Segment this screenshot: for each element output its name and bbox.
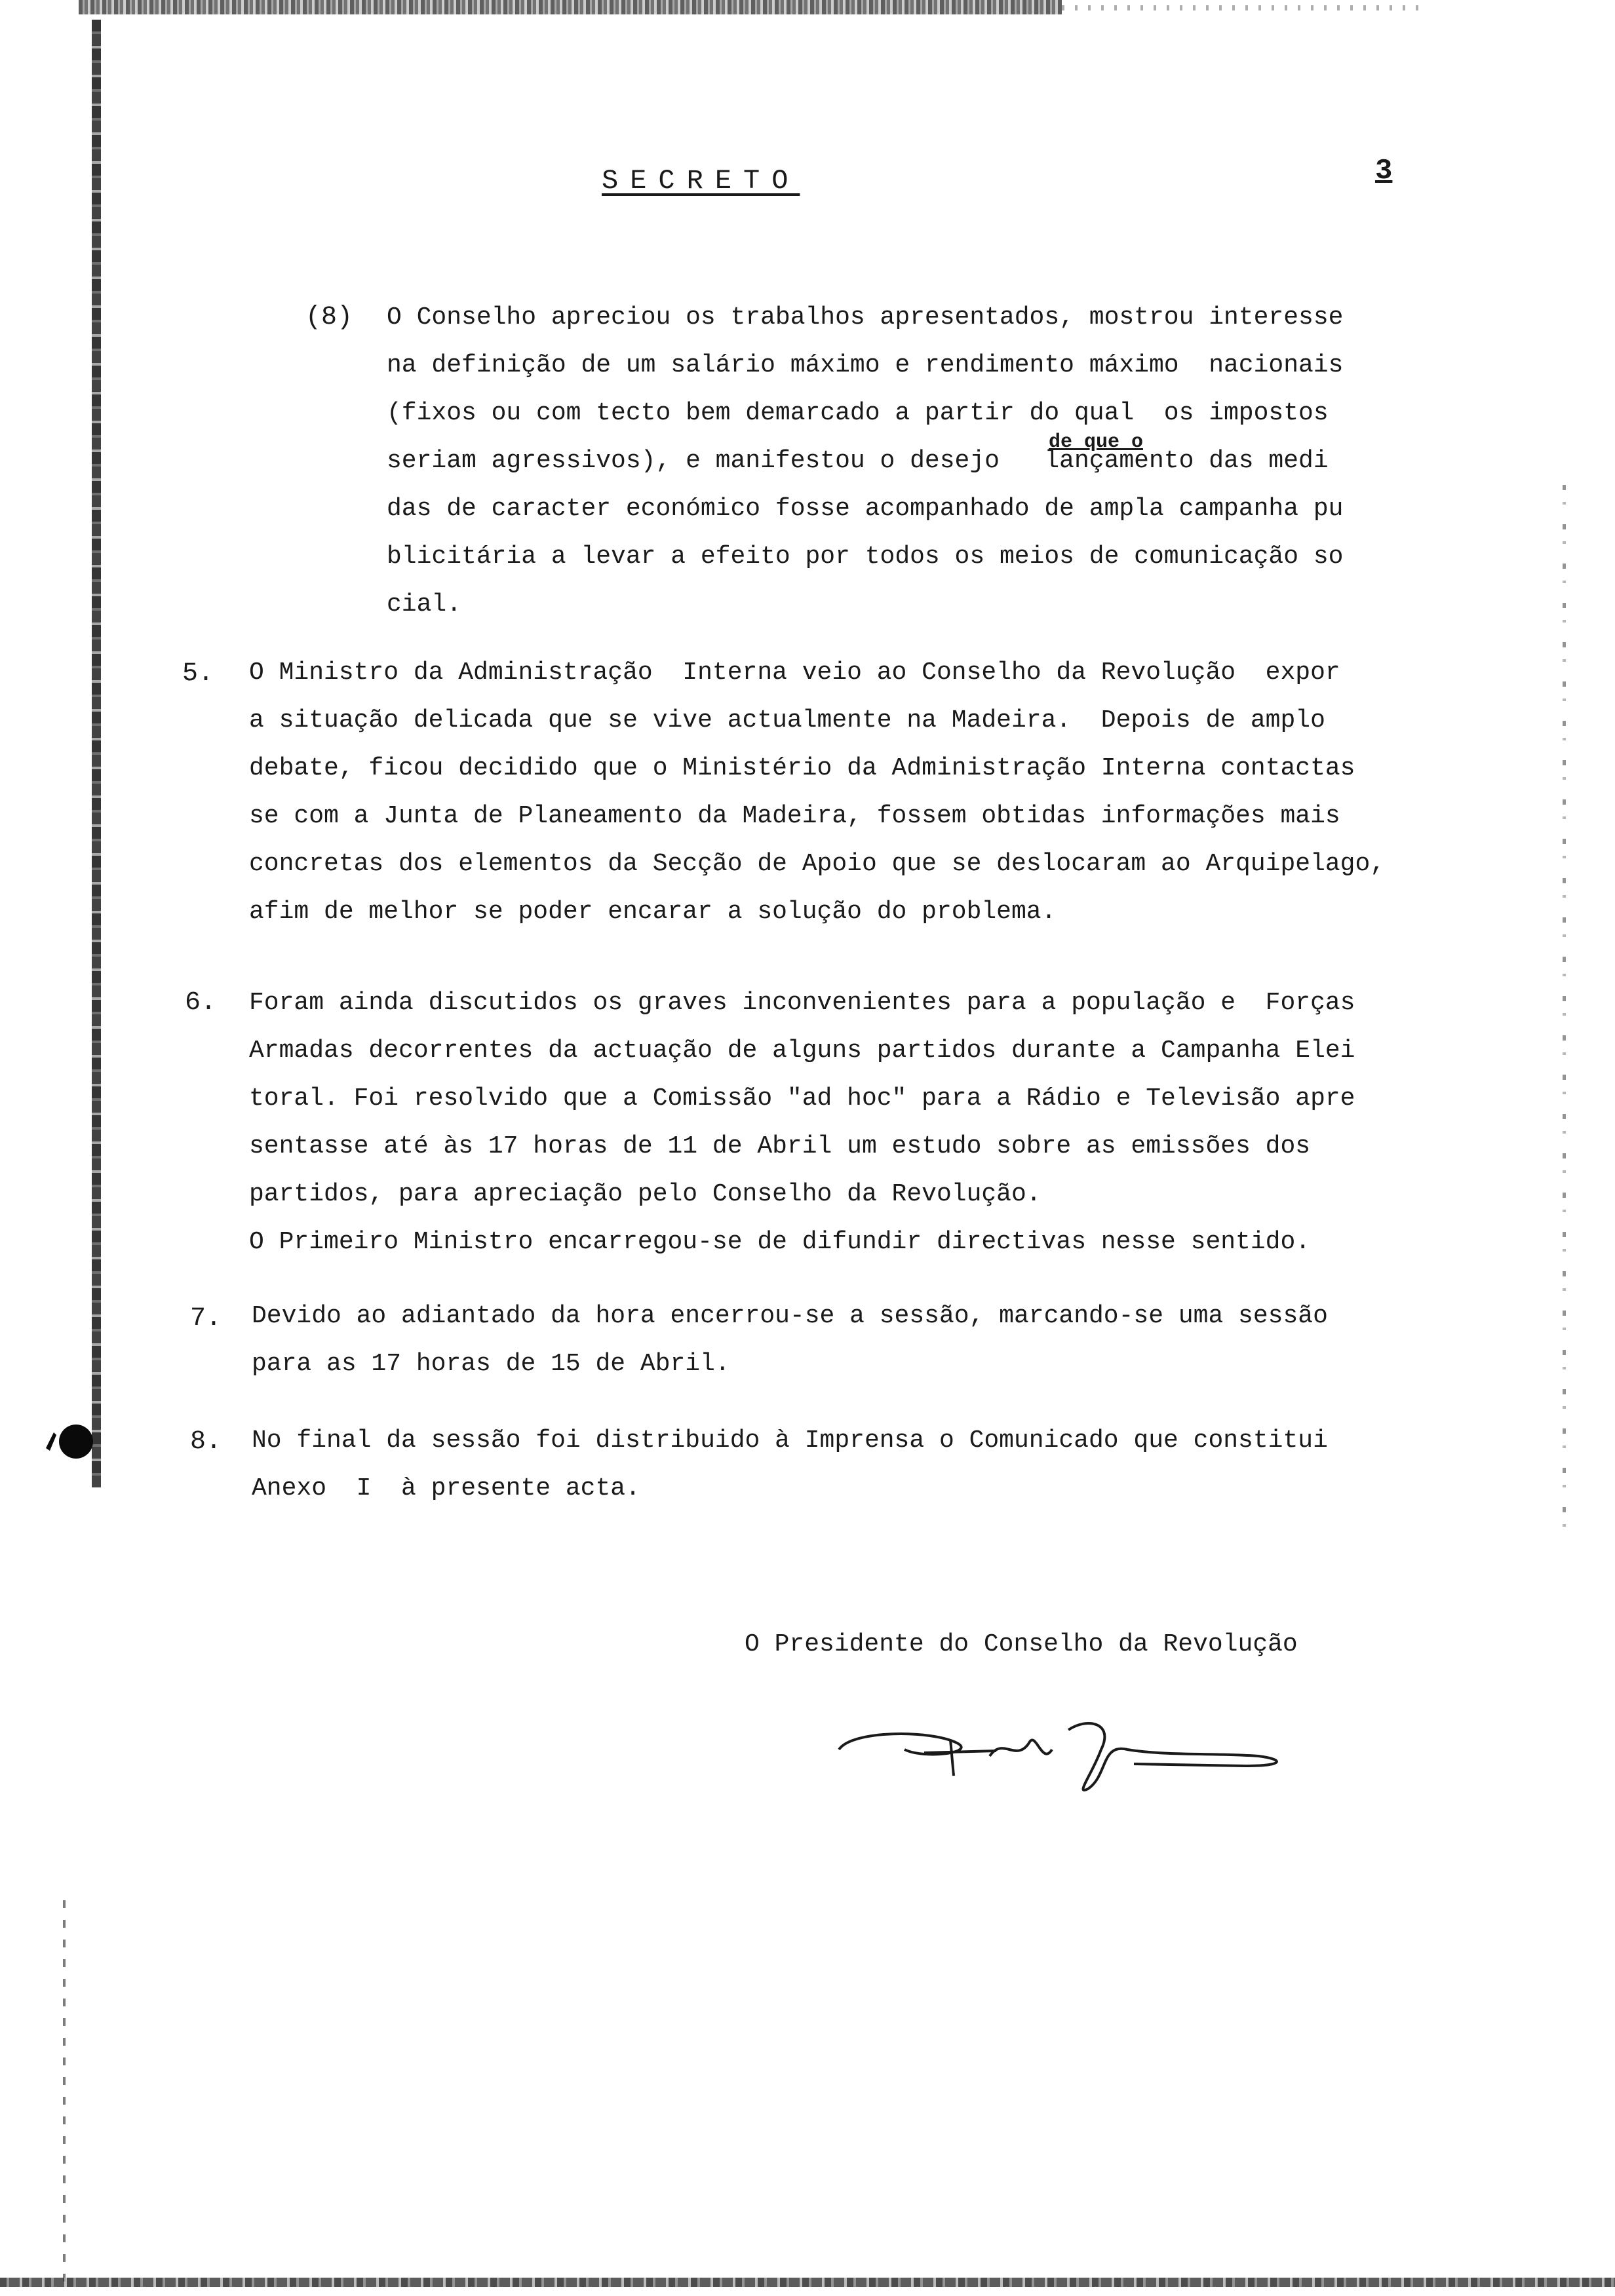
text-line: partidos, para apreciação pelo Conselho da Revolução. [249, 1180, 1041, 1208]
text-line: a situação delicada que se vive actualmente na Madeira. Depois de amplo [249, 706, 1325, 735]
item-number: 6. [185, 988, 217, 1018]
text-line: para as 17 horas de 15 de Abril. [252, 1350, 730, 1378]
subparagraph-8 [387, 294, 1343, 628]
text-line: O Conselho apreciou os trabalhos apresentados, mostrou interesse [387, 303, 1344, 332]
signatory-title: O Presidente do Conselho da Revolução [745, 1630, 1298, 1658]
text-line: O Primeiro Ministro encarregou-se de difundir directivas nesse sentido. [249, 1228, 1311, 1256]
text-line: blicitária a levar a efeito por todos os meios de comunicação so [387, 543, 1344, 571]
scan-edge-left [92, 20, 101, 1487]
handwritten-signature [826, 1704, 1298, 1802]
text-line: (fixos ou com tecto bem demarcado a partir do qual os impostos [387, 399, 1329, 427]
text-line: cial. [387, 590, 462, 619]
item-5-body [249, 649, 1385, 936]
item-number: 5. [182, 659, 214, 689]
item-8-body [252, 1417, 1328, 1512]
text-line: na definição de um salário máximo e rendimento máximo nacionais [387, 351, 1344, 379]
text-line: debate, ficou decidido que o Ministério da Administração Interna contactas [249, 754, 1355, 782]
scan-edge-top [79, 0, 1062, 14]
text-line: afim de melhor se poder encarar a solução do problema. [249, 898, 1057, 926]
scan-edge-right [1563, 485, 1566, 1533]
handwritten-insertion: de que o [1049, 431, 1144, 453]
scan-edge-bottom [0, 2278, 1615, 2287]
item-7-body [252, 1292, 1328, 1388]
text-line: O Ministro da Administração Interna veio ao Conselho da Revolução expor [249, 659, 1340, 687]
item-6-body [249, 979, 1355, 1266]
punch-hole-mark [43, 1422, 96, 1461]
text-line: Devido ao adiantado da hora encerrou-se a sessão, marcando-se uma sessão [252, 1302, 1328, 1330]
text-line: das de caracter económico fosse acompanhado de ampla campanha pu [387, 495, 1344, 523]
text-line: concretas dos elementos da Secção de Apoio que se deslocaram ao Arquipelago, [249, 850, 1386, 878]
classification-heading: SECRETO [602, 165, 800, 197]
item-number: 8. [190, 1427, 222, 1457]
scan-edge-left-lower [63, 1900, 66, 2293]
text-line: No final da sessão foi distribuido à Imprensa o Comunicado que constitui [252, 1426, 1328, 1455]
text-line: Anexo I à presente acta. [252, 1474, 640, 1502]
item-number: 7. [190, 1304, 222, 1333]
text-line: seriam agressivos), e manifestou o desejo lançamento das medi [387, 447, 1329, 475]
text-line: Foram ainda discutidos os graves inconvenientes para a população e Forças [249, 989, 1355, 1017]
text-line: Armadas decorrentes da actuação de alguns partidos durante a Campanha Elei [249, 1037, 1355, 1065]
text-line: se com a Junta de Planeamento da Madeira, fossem obtidas informações mais [249, 802, 1340, 830]
page-number: 3 [1375, 155, 1393, 187]
text-line: sentasse até às 17 horas de 11 de Abril um estudo sobre as emissões dos [249, 1132, 1311, 1160]
subparagraph-number: (8) [305, 303, 353, 332]
text-line: toral. Foi resolvido que a Comissão "ad hoc" para a Rádio e Televisão apre [249, 1084, 1355, 1113]
scan-edge-top-fragment [1062, 5, 1429, 10]
